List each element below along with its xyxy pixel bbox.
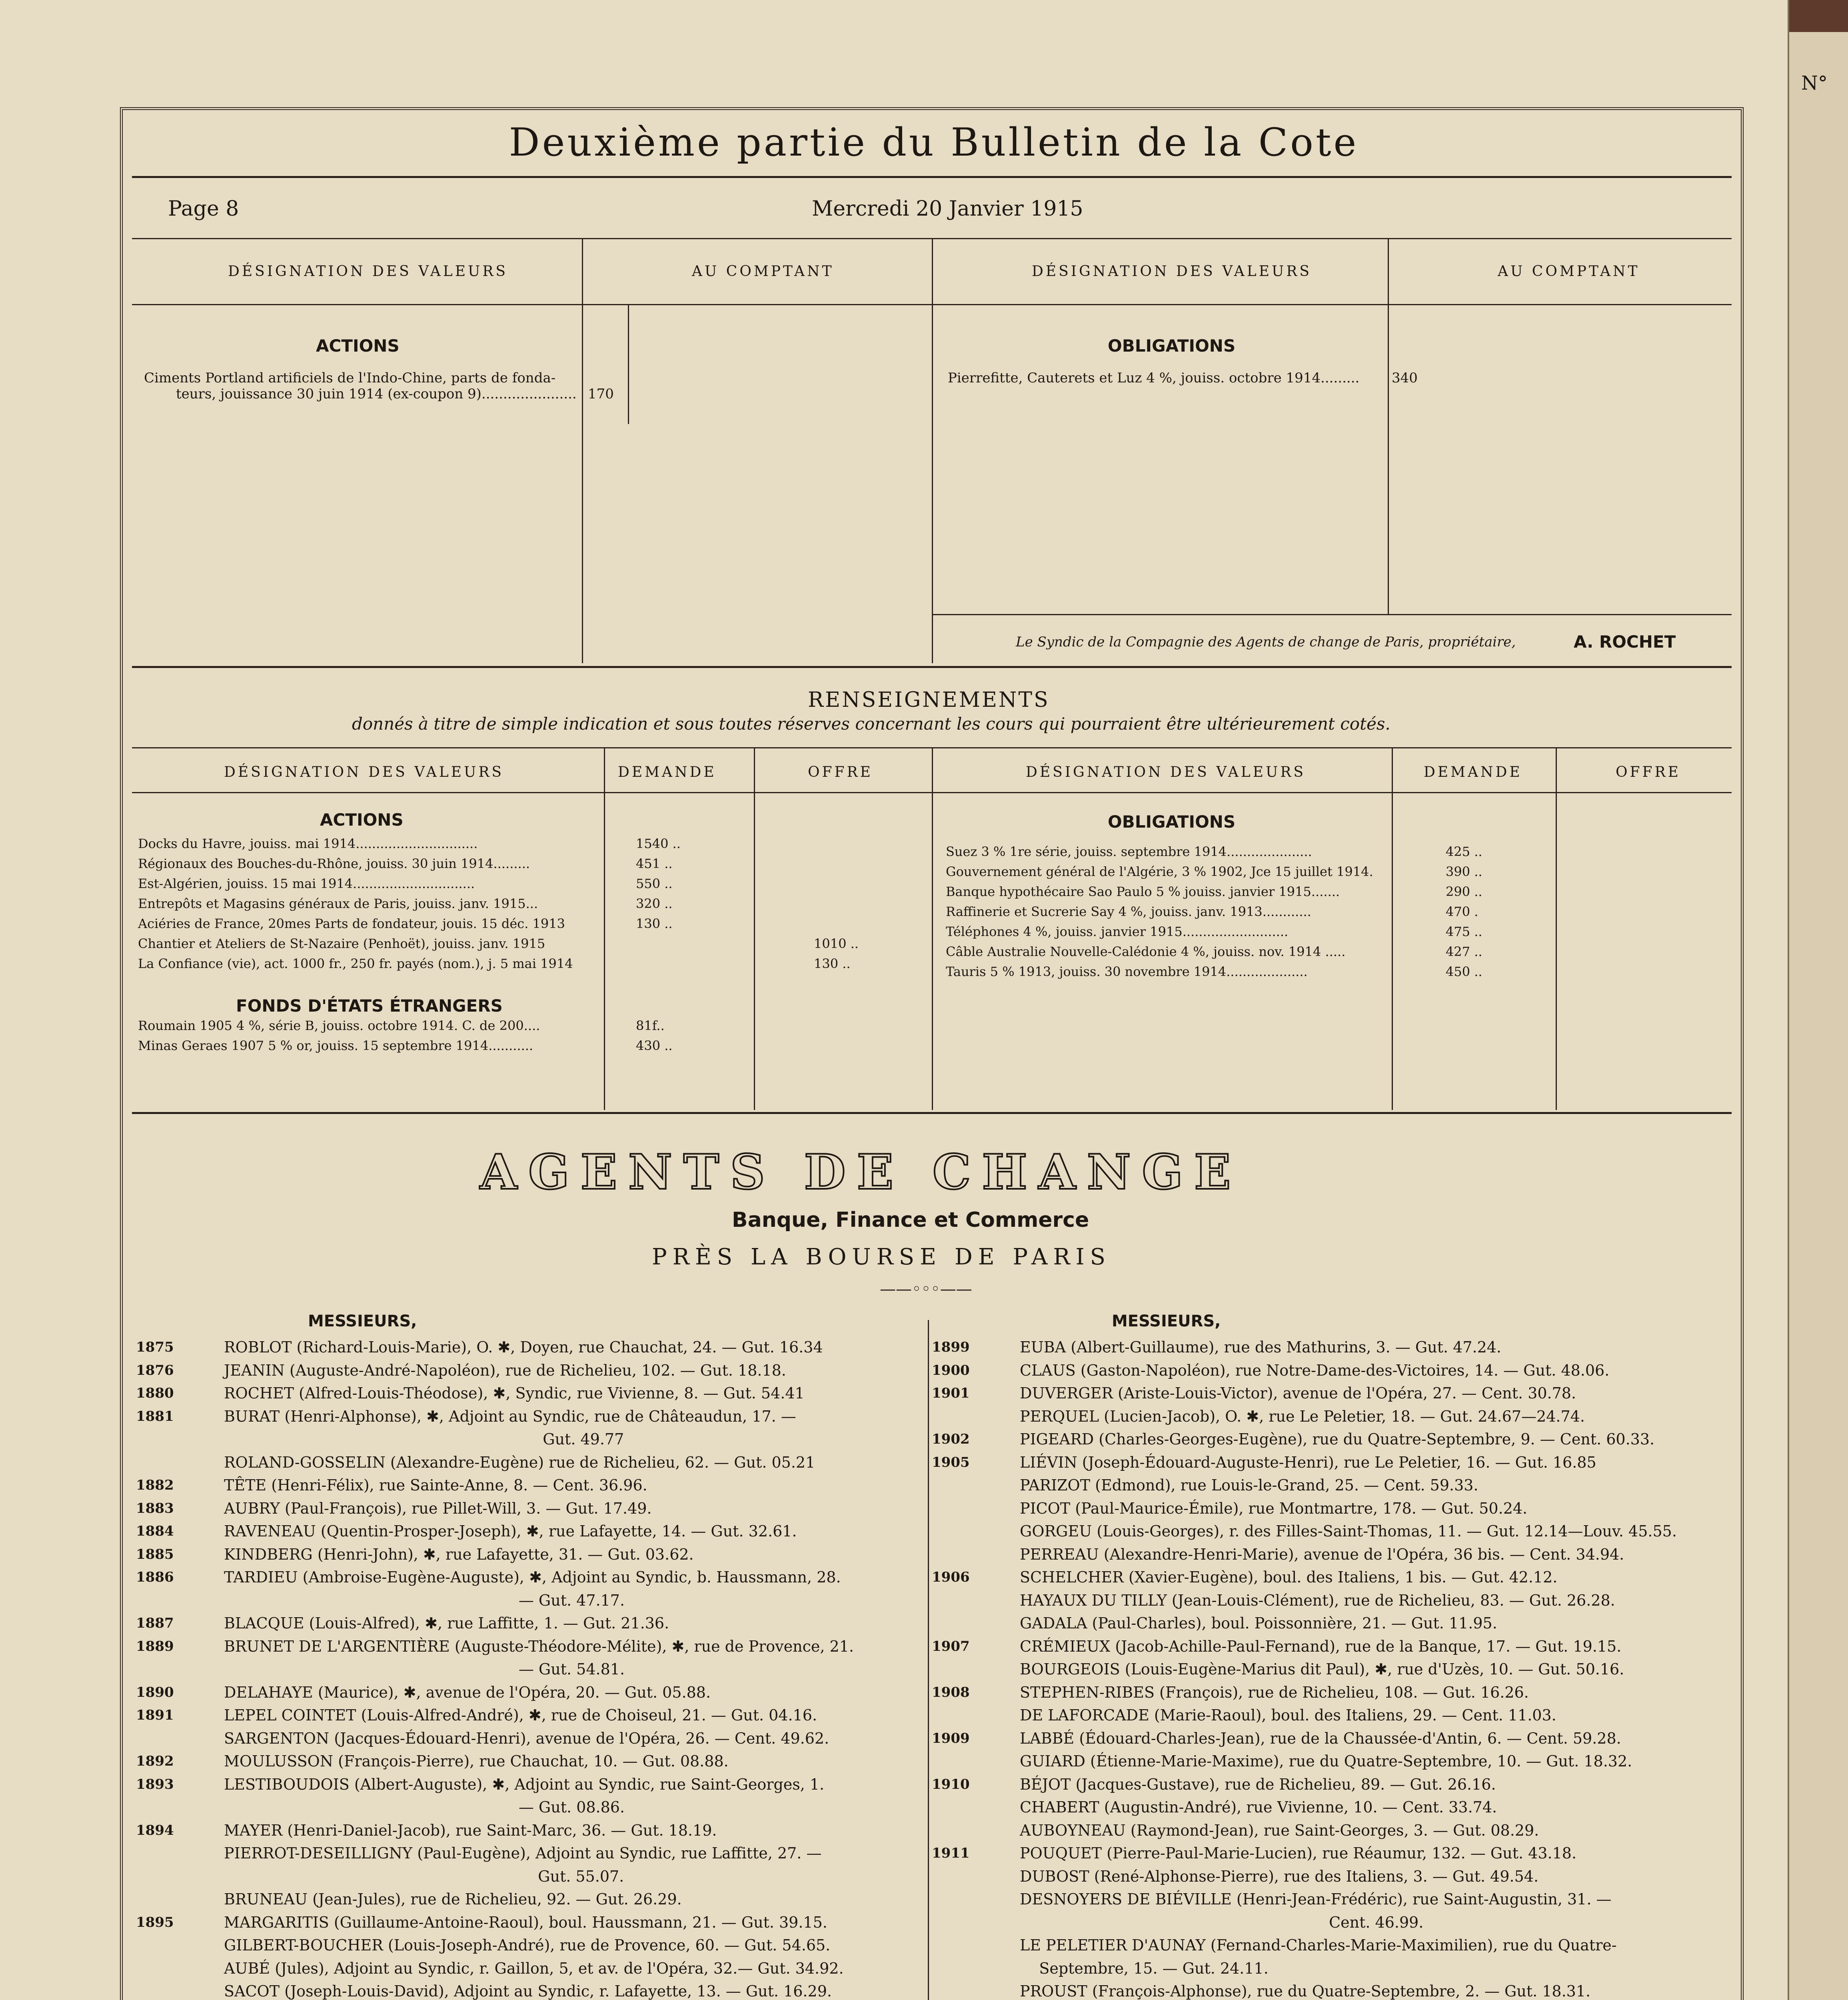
agent-year: 1902 [932,1431,970,1447]
rens-name: Téléphones 4 %, jouiss. janvier 1915.......................... [946,924,1289,939]
agent-entry: PARIZOT (Edmond), rue Louis-le-Grand, 25. — Cent. 59.33. [1020,1476,1478,1494]
agent-row [136,1497,920,1520]
rens-name: Gouvernement général de l'Algérie, 3 % 1902, Jce 15 juillet 1914. [946,864,1373,879]
syndic-rule [932,614,1732,615]
agent-year: 1901 [932,1385,970,1401]
agent-row [136,1819,920,1842]
agent-entry: CLAUS (Gaston-Napoléon), rue Notre-Dame-des-Victoires, 14. — Gut. 48.06. [1020,1361,1610,1379]
agent-entry: DELAHAYE (Maurice), ✱, avenue de l'Opéra, 20. — Gut. 05.88. [224,1683,711,1701]
agent-row [136,1934,920,1957]
agent-row [136,1704,920,1727]
agent-entry: AUBÉ (Jules), Adjoint au Syndic, r. Gaillon, 5, et av. de l'Opéra, 32.— Gut. 34.92. [224,1959,844,1977]
agent-row [932,1980,1732,2000]
rens-name: Docks du Havre, jouiss. mai 1914.............................. [138,836,478,851]
rens-row [138,936,930,956]
agent-entry: BOURGEOIS (Louis-Eugène-Marius dit Paul), ✱, rue d'Uzès, 10. — Gut. 50.16. [1020,1660,1624,1678]
agent-row [136,1911,920,1934]
renseignements-title: RENSEIGNEMENTS [808,688,1050,712]
agent-row [136,1796,920,1819]
agent-row [136,1658,920,1681]
rens-demande: 430 .. [636,1038,673,1053]
rens-col-demande-right: DEMANDE [1424,764,1522,780]
agent-row [932,1589,1732,1612]
agent-year: 1910 [932,1776,970,1792]
rens-demande: 425 .. [1446,844,1482,859]
agent-entry: PIERROT-DESEILLIGNY (Paul-Eugène), Adjoint au Syndic, rue Laffitte, 27. — [224,1844,822,1862]
agents-top-rule [132,1112,1732,1114]
cote-col-comptant-left: AU COMPTANT [692,263,834,280]
rens-col-demande-left: DEMANDE [618,764,717,780]
agent-entry: EUBA (Albert-Guillaume), rue des Mathurins, 3. — Gut. 47.24. [1020,1338,1502,1356]
agent-entry: Septembre, 15. — Gut. 24.11. [1020,1959,1269,1977]
rens-row [946,964,1730,984]
agent-entry: — Gut. 47.17. [224,1591,625,1609]
agent-row [136,1520,920,1543]
agent-entry: LESTIBOUDOIS (Albert-Auguste), ✱, Adjoint au Syndic, rue Saint-Georges, 1. [224,1775,825,1793]
agent-year: 1875 [136,1339,174,1355]
agent-entry: DE LAFORCADE (Marie-Raoul), boul. des Italiens, 29. — Cent. 11.03. [1020,1706,1556,1724]
rens-name: Chantier et Ateliers de St-Nazaire (Penhoët), jouiss. janv. 1915 [138,936,545,951]
agent-year: 1884 [136,1523,174,1539]
agent-row [136,1773,920,1796]
agent-row [932,1451,1732,1474]
agent-row [932,1405,1732,1428]
rens-row [138,876,930,896]
agent-entry: LIÉVIN (Joseph-Édouard-Auguste-Henri), rue Le Peletier, 16. — Gut. 16.85 [1020,1453,1596,1471]
cote-obligations-item: Pierrefitte, Cauterets et Luz 4 %, jouiss. octobre 1914......... [948,370,1360,386]
agent-row [932,1428,1732,1451]
agent-entry: ROLAND-GOSSELIN (Alexandre-Eugène) rue de Richelieu, 62. — Gut. 05.21 [224,1453,815,1471]
agent-year: 1883 [136,1500,174,1516]
agent-year: 1880 [136,1385,174,1401]
agent-entry: PERQUEL (Lucien-Jacob), O. ✱, rue Le Peletier, 18. — Gut. 24.67—24.74. [1020,1407,1585,1425]
rens-name: Est-Algérien, jouiss. 15 mai 1914.............................. [138,876,475,891]
title-rule [132,176,1732,178]
agent-entry: AUBOYNEAU (Raymond-Jean), rue Saint-Georges, 3. — Gut. 08.29. [1020,1821,1539,1839]
rens-demande: 320 .. [636,896,673,911]
adjacent-page-edge [1788,0,1848,2000]
agent-entry: Gut. 49.77 [224,1430,624,1448]
agent-entry: GORGEU (Louis-Georges), r. des Filles-Saint-Thomas, 11. — Gut. 12.14—Louv. 45.55. [1020,1522,1677,1540]
rens-demande: 390 .. [1446,864,1482,879]
rens-row [138,856,930,876]
agent-row [932,1681,1732,1704]
agent-entry: JEANIN (Auguste-André-Napoléon), rue de Richelieu, 102. — Gut. 18.18. [224,1361,786,1379]
agent-row [932,1819,1732,1842]
agent-row [136,1405,920,1428]
agent-year: 1909 [932,1730,970,1746]
syndic-note: Le Syndic de la Compagnie des Agents de change de Paris, propriétaire, [1016,634,1516,650]
rens-obligations-list [946,844,1730,984]
agent-year: 1899 [932,1339,970,1355]
agent-entry: GUIARD (Étienne-Marie-Maxime), rue du Quatre-Septembre, 10. — Gut. 18.32. [1020,1752,1632,1770]
agent-row [932,1566,1732,1589]
rens-name: Suez 3 % 1re série, jouiss. septembre 1914..................... [946,844,1312,859]
agent-year: 1905 [932,1454,970,1470]
rens-demande: 475 .. [1446,924,1482,939]
ornament-divider: ——◦◦◦—— [880,1280,972,1298]
agent-row [136,1957,920,1980]
agent-row [136,1750,920,1773]
agent-row [136,1451,920,1474]
agent-row [136,1635,920,1658]
cote-bottom-rule [132,666,1732,668]
agent-year: 1895 [136,1914,174,1930]
agent-year: 1907 [932,1638,970,1654]
agent-entry: Cent. 46.99. [1020,1913,1424,1931]
rens-name: Minas Geraes 1907 5 % or, jouiss. 15 septembre 1914........... [138,1038,533,1053]
rens-row [138,956,930,976]
cote-divider-3 [1388,239,1389,615]
rens-demande: 470 . [1446,904,1478,919]
agents-near-bourse: PRÈS LA BOURSE DE PARIS [652,1244,1111,1270]
agent-row [136,1727,920,1750]
rens-row [946,944,1730,964]
rens-demande: 130 .. [636,916,673,931]
agent-entry: CRÉMIEUX (Jacob-Achille-Paul-Fernand), rue de la Banque, 17. — Gut. 19.15. [1020,1637,1622,1655]
agent-entry: GILBERT-BOUCHER (Louis-Joseph-André), rue de Provence, 60. — Gut. 54.65. [224,1936,831,1954]
rens-col-designation-right: DÉSIGNATION DES VALEURS [1026,764,1306,780]
agent-entry: CHABERT (Augustin-André), rue Vivienne, 10. — Cent. 33.74. [1020,1798,1497,1816]
rens-divider-3 [932,748,933,1110]
cote-actions-item-line2: teurs, jouissance 30 juin 1914 (ex-coupon 9)...................... [176,386,577,402]
cote-col-designation-right: DÉSIGNATION DES VALEURS [1032,263,1312,280]
agent-entry: SARGENTON (Jacques-Édouard-Henri), avenue de l'Opéra, 26. — Cent. 49.62. [224,1729,829,1747]
cote-actions-label: ACTIONS [316,336,400,356]
rens-demande: 427 .. [1446,944,1482,959]
rens-row [138,836,930,856]
agent-entry: STEPHEN-RIBES (François), rue de Richelieu, 108. — Gut. 16.26. [1020,1683,1529,1701]
agent-entry: BLACQUE (Louis-Alfred), ✱, rue Laffitte, 1. — Gut. 21.36. [224,1614,669,1632]
rens-col-offre-left: OFFRE [808,764,873,780]
agent-row [932,1934,1732,1957]
rens-fonds-list [138,1018,930,1058]
agent-year: 1891 [136,1707,174,1723]
agents-subtitle: Banque, Finance et Commerce [732,1208,1089,1232]
agent-row [932,1658,1732,1681]
agent-row [136,1543,920,1566]
agent-entry: TÊTE (Henri-Félix), rue Sainte-Anne, 8. — Cent. 36.96. [224,1476,647,1494]
agent-year: 1886 [136,1569,174,1585]
rens-col-offre-right: OFFRE [1616,764,1681,780]
agent-row [932,1750,1732,1773]
agent-row [932,1888,1732,1911]
agent-entry: MARGARITIS (Guillaume-Antoine-Raoul), boul. Haussmann, 21. — Gut. 39.15. [224,1913,827,1931]
rens-name: Roumain 1905 4 %, série B, jouiss. octobre 1914. C. de 200.... [138,1018,540,1033]
agent-entry: BURAT (Henri-Alphonse), ✱, Adjoint au Syndic, rue de Châteaudun, 17. — [224,1407,796,1425]
agent-year: 1889 [136,1638,174,1654]
rens-fonds-label: FONDS D'ÉTATS ÉTRANGERS [236,996,503,1016]
agent-row [136,1612,920,1635]
agent-row [932,1497,1732,1520]
agent-entry: DESNOYERS DE BIÉVILLE (Henri-Jean-Frédéric), rue Saint-Augustin, 31. — [1020,1890,1612,1908]
agent-row [136,1589,920,1612]
rens-obligations-label: OBLIGATIONS [1108,812,1236,832]
agent-entry: — Gut. 54.81. [224,1660,625,1678]
bulletin-title: Deuxième partie du Bulletin de la Cote [509,120,1359,165]
agent-row [932,1727,1732,1750]
agents-column-divider [928,1320,929,2000]
torn-corner [1789,0,1848,32]
agent-entry: DUBOST (René-Alphonse-Pierre), rue des Italiens, 3. — Gut. 49.54. [1020,1867,1539,1885]
agent-entry: — Gut. 08.86. [224,1798,625,1816]
agent-entry: MOULUSSON (François-Pierre), rue Chauchat, 10. — Gut. 08.88. [224,1752,729,1770]
cote-col-comptant-right: AU COMPTANT [1498,263,1640,280]
cote-actions-price: 170 [588,386,614,402]
agent-entry: LE PELETIER D'AUNAY (Fernand-Charles-Marie-Maximilien), rue du Quatre- [1020,1936,1617,1954]
cote-obligations-label: OBLIGATIONS [1108,336,1236,356]
agent-year: 1882 [136,1477,174,1493]
agent-entry: BRUNET DE L'ARGENTIÈRE (Auguste-Théodore-Mélite), ✱, rue de Provence, 21. [224,1637,854,1655]
agent-entry: ROBLOT (Richard-Louis-Marie), O. ✱, Doyen, rue Chauchat, 24. — Gut. 16.34 [224,1338,823,1356]
agent-entry: AUBRY (Paul-François), rue Pillet-Will, 3. — Gut. 17.49. [224,1499,652,1517]
agent-row [932,1543,1732,1566]
rens-col-designation-left: DÉSIGNATION DES VALEURS [224,764,504,780]
rens-demande: 81f.. [636,1018,665,1033]
cote-obligations-price: 340 [1392,370,1418,386]
agent-year: 1887 [136,1615,174,1631]
cote-col-designation-left: DÉSIGNATION DES VALEURS [228,263,508,280]
messieurs-right: MESSIEURS, [1112,1312,1221,1330]
rens-row [138,916,930,936]
agent-row [136,1382,920,1405]
rens-demande: 290 .. [1446,884,1482,899]
agent-entry: TARDIEU (Ambroise-Eugène-Auguste), ✱, Adjoint au Syndic, b. Haussmann, 28. [224,1568,841,1586]
agent-row [136,1681,920,1704]
agent-year: 1894 [136,1822,174,1838]
syndic-name: A. ROCHET [1574,632,1676,652]
agent-row [136,1336,920,1359]
agents-left-list [136,1336,920,2000]
agent-row [932,1359,1732,1382]
agent-row [932,1612,1732,1635]
agent-year: 1900 [932,1362,970,1378]
agent-row [136,1842,920,1865]
rens-actions-label: ACTIONS [320,810,404,830]
rens-name: Régionaux des Bouches-du-Rhône, jouiss. 30 juin 1914......... [138,856,530,871]
agents-right-list [932,1336,1732,2000]
agent-entry: GADALA (Paul-Charles), boul. Poissonnière, 21. — Gut. 11.95. [1020,1614,1497,1632]
agent-year: 1885 [136,1546,174,1562]
agent-entry: PICOT (Paul-Maurice-Émile), rue Montmartre, 178. — Gut. 50.24. [1020,1499,1528,1517]
rens-row [138,1018,930,1038]
agent-year: 1890 [136,1684,174,1700]
agent-row [932,1635,1732,1658]
agent-row [932,1796,1732,1819]
agent-year: 1906 [932,1569,970,1585]
rens-name: Banque hypothécaire Sao Paulo 5 % jouiss. janvier 1915....... [946,884,1340,899]
rens-name: Aciéries de France, 20mes Parts de fondateur, jouis. 15 déc. 1913 [138,916,565,931]
agent-entry: POUQUET (Pierre-Paul-Marie-Lucien), rue Réaumur, 132. — Gut. 43.18. [1020,1844,1577,1862]
cote-header-rule [132,304,1732,305]
agent-entry: PERREAU (Alexandre-Henri-Marie), avenue de l'Opéra, 36 bis. — Cent. 34.94. [1020,1545,1624,1563]
agent-row [932,1382,1732,1405]
agent-entry: BÉJOT (Jacques-Gustave), rue de Richelieu, 89. — Gut. 26.16. [1020,1775,1496,1793]
rens-name: Entrepôts et Magasins généraux de Paris, jouiss. janv. 1915... [138,896,538,911]
agent-row [932,1474,1732,1497]
agents-title: AGENTS DE CHANGE [480,1144,1242,1200]
rens-demande: 451 .. [636,856,673,871]
rens-offre: 130 .. [814,956,851,971]
agent-row [136,1865,920,1888]
rens-name: Câble Australie Nouvelle-Calédonie 4 %, jouiss. nov. 1914 ..... [946,944,1346,959]
rens-name: Raffinerie et Sucrerie Say 4 %, jouiss. janv. 1913............ [946,904,1311,919]
agent-row [932,1865,1732,1888]
rens-row [946,844,1730,864]
agent-row [932,1520,1732,1543]
agent-entry: PROUST (François-Alphonse), rue du Quatre-Septembre, 2. — Gut. 18.31. [1020,1982,1591,2000]
rens-name: La Confiance (vie), act. 1000 fr., 250 fr. payés (nom.), j. 5 mai 1914 [138,956,573,971]
agent-entry: LABBÉ (Édouard-Charles-Jean), rue de la Chaussée-d'Antin, 6. — Cent. 59.28. [1020,1729,1621,1747]
agent-row [932,1957,1732,1980]
cote-divider-2 [932,239,933,663]
page-date: Mercredi 20 Janvier 1915 [812,197,1083,221]
agent-entry: ROCHET (Alfred-Louis-Théodose), ✱, Syndic, rue Vivienne, 8. — Gut. 54.41 [224,1384,805,1402]
agent-entry: DUVERGER (Ariste-Louis-Victor), avenue de l'Opéra, 27. — Cent. 30.78. [1020,1384,1576,1402]
renseignements-subtitle: donnés à titre de simple indication et sous toutes réserves concernant les cours qui pourraient être ultérieurement cotés. [352,714,1390,734]
agent-row [136,1566,920,1589]
agent-row [932,1911,1732,1934]
agent-entry: KINDBERG (Henri-John), ✱, rue Lafayette, 31. — Gut. 03.62. [224,1545,694,1563]
agent-year: 1892 [136,1753,174,1769]
agent-row [932,1704,1732,1727]
agent-entry: PIGEARD (Charles-Georges-Eugène), rue du Quatre-Septembre, 9. — Cent. 60.33. [1020,1430,1655,1448]
rens-demande: 1540 .. [636,836,681,851]
rens-offre: 1010 .. [814,936,859,951]
rens-row [946,904,1730,924]
agent-year: 1908 [932,1684,970,1700]
agent-entry: BRUNEAU (Jean-Jules), rue de Richelieu, 92. — Gut. 26.29. [224,1890,682,1908]
agent-entry: SACOT (Joseph-Louis-David), Adjoint au Syndic, r. Lafayette, 13. — Gut. 16.29. [224,1982,832,2000]
rens-row [946,864,1730,884]
agent-row [932,1773,1732,1796]
agent-year: 1911 [932,1845,970,1861]
agent-entry: HAYAUX DU TILLY (Jean-Louis-Clément), rue de Richelieu, 83. — Gut. 26.28. [1020,1591,1615,1609]
agent-entry: Gut. 55.07. [224,1867,624,1885]
adjacent-page-number: N° [1801,72,1828,94]
rens-row [946,884,1730,904]
messieurs-left: MESSIEURS, [308,1312,417,1330]
rens-row [946,924,1730,944]
agent-row [136,1888,920,1911]
rens-actions-list [138,836,930,976]
agent-row [932,1336,1732,1359]
cote-price-divider [628,304,629,424]
rens-demande: 550 .. [636,876,673,891]
agent-row [136,1428,920,1451]
agent-year: 1893 [136,1776,174,1792]
agent-year: 1876 [136,1362,174,1378]
cote-actions-item-line1: Ciments Portland artificiels de l'Indo-Chine, parts de fonda- [144,370,556,386]
page-number: Page 8 [168,197,239,221]
agent-row [932,1842,1732,1865]
agent-row [136,1359,920,1382]
cote-divider-1 [582,239,583,663]
agent-entry: MAYER (Henri-Daniel-Jacob), rue Saint-Marc, 36. — Gut. 18.19. [224,1821,717,1839]
rens-name: Tauris 5 % 1913, jouiss. 30 novembre 1914.................... [946,964,1308,979]
agent-entry: SCHELCHER (Xavier-Eugène), boul. des Italiens, 1 bis. — Gut. 42.12. [1020,1568,1558,1586]
rens-row [138,1038,930,1058]
rens-demande: 450 .. [1446,964,1482,979]
agent-entry: LEPEL COINTET (Louis-Alfred-André), ✱, rue de Choiseul, 21. — Gut. 04.16. [224,1706,817,1724]
agent-row [136,1474,920,1497]
agent-entry: RAVENEAU (Quentin-Prosper-Joseph), ✱, rue Lafayette, 14. — Gut. 32.61. [224,1522,797,1540]
agent-row [136,1980,920,2000]
rens-row [138,896,930,916]
agent-year: 1881 [136,1408,174,1424]
